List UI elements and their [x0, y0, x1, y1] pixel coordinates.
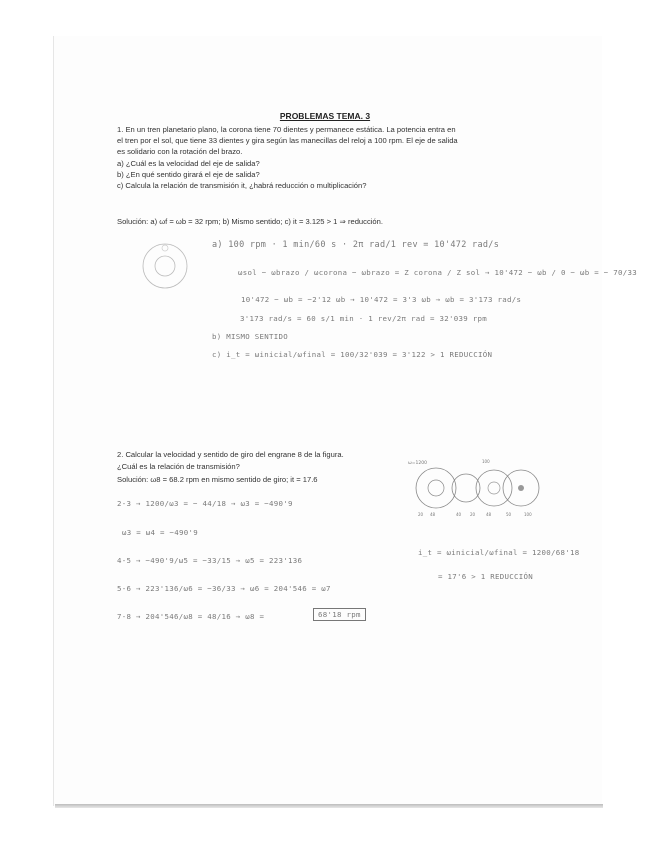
handwritten-line: ω3 = ω4 = −490'9 — [122, 528, 198, 537]
problem1-question: c) Calcula la relación de transmisión it, ¿habrá reducción o multiplicación? — [117, 181, 367, 190]
diagram-label: 48 — [430, 512, 436, 517]
diagram-label: ω=1200 — [408, 461, 427, 466]
handwritten-line: = 17'6 > 1 REDUCCIÓN — [438, 572, 533, 581]
gear-hub — [518, 485, 524, 491]
diagram-label: 20 — [418, 512, 424, 517]
handwritten-line: i_t = ωinicial/ωfinal = 1200/68'18 — [418, 548, 580, 557]
planet-gear-outline — [162, 245, 168, 251]
planetary-gear-sketch — [135, 238, 195, 288]
handwritten-line: c) i_t = ωinicial/ωfinal = 100/32'039 = 3'122 > 1 REDUCCIÓN — [212, 350, 493, 359]
problem2-statement-line: 2. Calcular la velocidad y sentido de giro del engrane 8 de la figura. — [117, 450, 344, 459]
problem1-solution: Solución: a) ωf = ωb = 32 rpm; b) Mismo sentido; c) it = 3.125 > 1 ⇒ reducción. — [117, 217, 383, 226]
problem1-statement-line: es solidario con la rotación del brazo. — [117, 147, 243, 156]
problem1-statement-line: el tren por el sol, que tiene 33 dientes y gira según las manecillas del reloj a 100 rpm. El eje de salida — [117, 136, 458, 145]
diagram-label: 50 — [506, 512, 512, 517]
handwritten-line: 4-5 → −490'9/ω5 = −33/15 → ω5 = 223'136 — [117, 556, 303, 565]
handwritten-line: ωsol − ωbrazo / ωcorona − ωbrazo = Z corona / Z sol → 10'472 − ωb / 0 − ωb = − 70/33 — [238, 268, 637, 277]
handwritten-line: 3'173 rad/s = 60 s/1 min · 1 rev/2π rad = 32'039 rpm — [240, 314, 487, 323]
handwritten-line: b) MISMO SENTIDO — [212, 332, 288, 341]
handwritten-line: 7-8 → 204'546/ω8 = 48/16 → ω8 = — [117, 612, 265, 621]
sheet-edge-shadow — [55, 804, 603, 808]
diagram-label: 100 — [482, 459, 490, 464]
problem2-solution: Solución: ω8 = 68.2 rpm en mismo sentido de giro; it = 17.6 — [117, 475, 318, 484]
problem1-statement-line: 1. En un tren planetario plano, la corona tiene 70 dientes y permanece estática. La potencia entra en — [117, 125, 456, 134]
problem2-statement-line: ¿Cuál es la relación de transmisión? — [117, 462, 240, 471]
diagram-label: 100 — [524, 512, 532, 517]
gear-train-diagram — [406, 458, 546, 520]
page-title: PROBLEMAS TEMA. 3 — [279, 111, 371, 121]
problem1-question: b) ¿En qué sentido girará el eje de salida? — [117, 170, 260, 179]
handwritten-line: a) 100 rpm · 1 min/60 s · 2π rad/1 rev = 10'472 rad/s — [212, 240, 500, 250]
gear-outline — [428, 480, 444, 496]
problem1-question: a) ¿Cuál es la velocidad del eje de salida? — [117, 159, 260, 168]
handwritten-line: 2-3 → 1200/ω3 = − 44/18 → ω3 = −490'9 — [117, 499, 293, 508]
sun-gear-outline — [155, 256, 175, 276]
gear-outline — [416, 468, 456, 508]
answer-box: 68'18 rpm — [313, 608, 366, 621]
diagram-label: 20 — [470, 512, 476, 517]
handwritten-line: 10'472 − ωb = −2'12 ωb → 10'472 = 3'3 ωb → ωb = 3'173 rad/s — [241, 295, 522, 304]
ring-gear-outline — [143, 244, 187, 288]
gear-outline — [488, 482, 500, 494]
diagram-label: 48 — [486, 512, 492, 517]
gear-outline — [476, 470, 512, 506]
diagram-label: 40 — [456, 512, 462, 517]
handwritten-line: 5-6 → 223'136/ω6 = −36/33 → ω6 = 204'546 = ω7 — [117, 584, 331, 593]
